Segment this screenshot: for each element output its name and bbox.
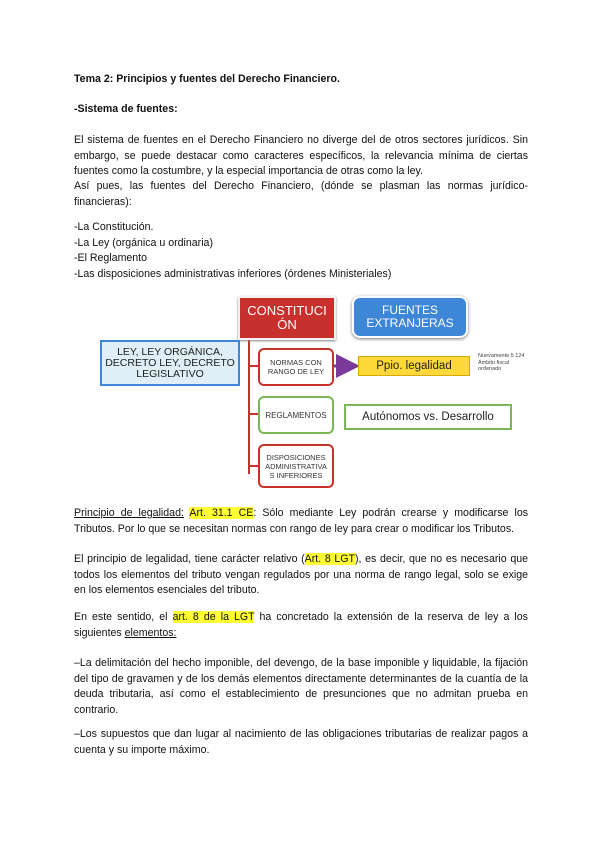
list-item: -La Constitución.	[74, 221, 154, 233]
autonomos-box	[344, 404, 512, 430]
extension-ref: art. 8 de la LGT	[172, 611, 255, 623]
list-item: -La Ley (orgánica u ordinaria)	[74, 236, 213, 249]
document-title: Tema 2: Principios y fuentes del Derecho Financiero.	[74, 73, 340, 85]
ley-box	[100, 340, 240, 386]
autonomos-label: Autónomos vs. Desarrollo	[362, 411, 494, 423]
intro-paragraph-1: El sistema de fuentes en el Derecho Financiero no diverge del de otros sectores jurídicos. Sin embargo, se puede destacar como caracteres específicos, la relevancia mínima de ciertas fuentes como la costumbre, y la especial importancia de otras como la ley.	[74, 134, 528, 177]
ley-label: LEY, LEY ORGÁNICA, DECRETO LEY, DECRETO LEGISLATIVO	[105, 345, 235, 380]
list-item: -El Reglamento	[74, 252, 148, 264]
ppio-legalidad-label: Ppio. legalidad	[376, 360, 452, 372]
principle-ref: Art. 31.1 CE	[189, 507, 254, 519]
relative-paragraph: El principio de legalidad, tiene carácter relativo (Art. 8 LGT), es decir, que no es necesario que todos los elementos del tributo vengan regulados por una norma de rango legal, solo se exige en los elementos esenciales del tributo.	[74, 553, 528, 596]
section-heading: -Sistema de fuentes:	[74, 103, 178, 115]
disposiciones-box	[258, 444, 334, 488]
normas-rango-ley-box	[258, 348, 334, 386]
list-item: -Las disposiciones administrativas inferiores (órdenes Ministeriales)	[74, 267, 392, 280]
element-paragraph-1: –La delimitación del hecho imponible, del devengo, de la base imponible y liquidable, la fijación del tipo de gravamen y de los demás elementos directamente determinantes de la cuantía de la deuda tributaria, así como el establecimiento de presunciones que no admitan prueba en contrario.	[74, 657, 528, 716]
relative-ref: Art. 8 LGT	[304, 553, 356, 565]
constitucion-box	[238, 296, 336, 340]
side-note: Nuevamente 5 124 Ámbito fiscal ordenado	[478, 353, 525, 372]
ppio-legalidad-box	[358, 356, 470, 376]
reglamentos-label: REGLAMENTOS	[265, 410, 327, 420]
disposiciones-label: DISPOSICIONES ADMINISTRATIVAS INFERIORES	[265, 452, 327, 480]
reglamentos-box	[258, 396, 334, 434]
fuentes-extranjeras-box	[352, 296, 468, 338]
fuentes-extranjeras-label: FUENTES EXTRANJERAS	[366, 303, 454, 330]
extension-paragraph: En este sentido, el art. 8 de la LGT ha concretado la extensión de la reserva de ley a los siguientes elementos:	[74, 611, 528, 639]
intro-paragraph-2: Así pues, las fuentes del Derecho Financiero, (dónde se plasman las normas jurídico-financieras):	[74, 180, 528, 208]
principle-paragraph: Principio de legalidad: Art. 31.1 CE: Sólo mediante Ley podrán crearse y modificarse los Tributos. Por lo que se necesitan normas con rango de ley para crear o modificar los Tributos.	[74, 507, 529, 535]
element-paragraph-2: –Los supuestos que dan lugar al nacimiento de las obligaciones tributarias de realizar pagos a cuenta y su importe máximo.	[74, 728, 528, 756]
principle-label: Principio de legalidad:	[74, 507, 184, 519]
normas-label: NORMAS CON RANGO DE LEY	[267, 358, 325, 376]
constitucion-label: CONSTITUCIÓN	[247, 303, 327, 332]
